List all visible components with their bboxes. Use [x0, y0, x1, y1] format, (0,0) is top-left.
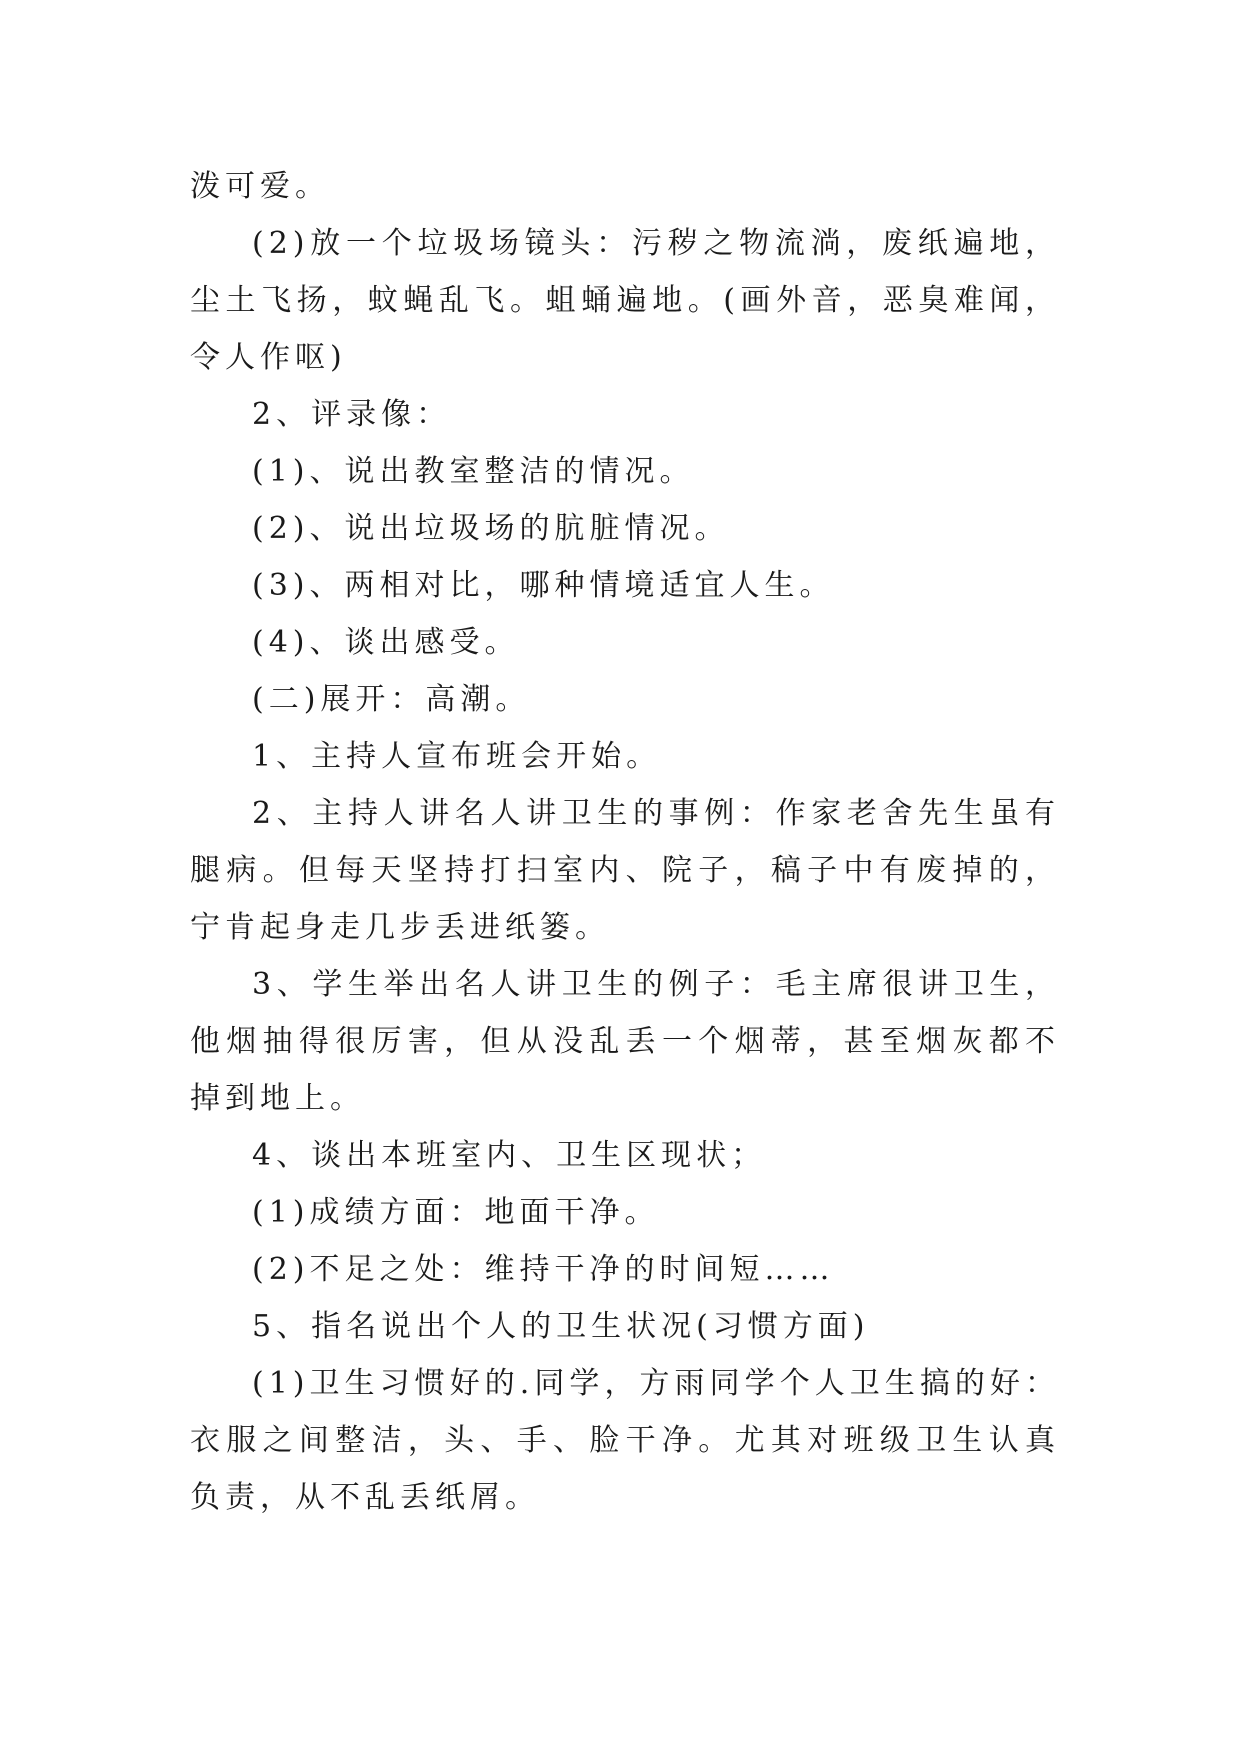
paragraph: (2)、说出垃圾场的肮脏情况。 [252, 511, 730, 546]
paragraph: (1)成绩方面：地面干净。 [252, 1195, 660, 1230]
paragraph: (1)、说出教室整洁的情况。 [252, 454, 695, 489]
paragraph: (二)展开：高潮。 [252, 682, 531, 717]
paragraph: (2)不足之处：维持干净的时间短…… [252, 1252, 835, 1287]
paragraph: (2)放一个垃圾场镜头：污秽之物流淌，废纸遍地，尘土飞扬，蚊蝇乱飞。蛆蛹遍地。(画外音，恶臭难闻，令人作呕) [190, 226, 1060, 375]
paragraph: (3)、两相对比，哪种情境适宜人生。 [252, 568, 835, 603]
paragraph: 5、指名说出个人的卫生状况(习惯方面) [252, 1309, 870, 1344]
paragraph: 2、主持人讲名人讲卫生的事例：作家老舍先生虽有腿病。但每天坚持打扫室内、院子，稿子中有废掉的，宁肯起身走几步丢进纸篓。 [190, 796, 1060, 945]
paragraph: 3、学生举出名人讲卫生的例子：毛主席很讲卫生，他烟抽得很厉害，但从没乱丢一个烟蒂，甚至烟灰都不掉到地上。 [190, 967, 1060, 1116]
paragraph: 2、评录像： [252, 397, 452, 432]
paragraph: (1)卫生习惯好的.同学，方雨同学个人卫生搞的好：衣服之间整洁，头、手、脸干净。尤其对班级卫生认真负责，从不乱丢纸屑。 [190, 1366, 1060, 1515]
paragraph: 泼可爱。 [190, 169, 330, 204]
paragraph: 1、主持人宣布班会开始。 [252, 739, 662, 774]
paragraph: (4)、谈出感受。 [252, 625, 520, 660]
paragraph: 4、谈出本班室内、卫生区现状； [252, 1138, 767, 1173]
document-body [190, 158, 1060, 1526]
